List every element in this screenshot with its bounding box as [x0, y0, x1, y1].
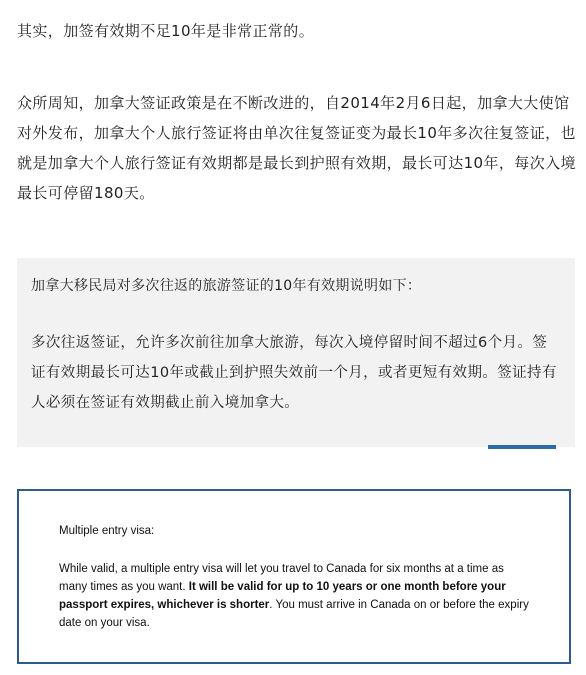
screenshot-title: Multiple entry visa:: [59, 525, 155, 537]
quote-title: 加拿大移民局对多次往返的旅游签证的10年有效期说明如下：: [31, 278, 422, 294]
quote-body: 多次往返签证，允许多次前往加拿大旅游，每次入境停留时间不超过6个月。签证有效期最长可达10年或截止到护照失效前一个月，或者更短有效期。签证持有人必须在签证有效期截止前入境加拿大。: [31, 335, 557, 411]
intro-paragraph: 其实，加签有效期不足10年是非常正常的。: [17, 22, 315, 40]
policy-paragraph: 众所周知，加拿大签证政策是在不断改进的，自2014年2月6日起，加拿大大使馆对外发布，加拿大个人旅行签证将由单次往复签证变为最长10年多次往复签证，也就是加拿大个人旅行签证有效期都是最长到护照有效期，最长可达10年，每次入境最长可停留180天。: [17, 94, 576, 202]
screenshot-body-part2: . You must arrive in Canada on or before the expiry date on your visa.: [59, 599, 529, 629]
embedded-screenshot: [17, 489, 571, 664]
screenshot-body: [59, 560, 529, 632]
quote-box: [17, 258, 575, 447]
screenshot-body-part1: While valid, a multiple entry visa will let you travel to Canada for six months at a time as many times as you want.: [59, 563, 504, 593]
quote-accent-bar: [488, 445, 556, 449]
screenshot-body-bold: It will be valid for up to 10 years or one month before your passport expires, whichever is shorter: [59, 581, 506, 611]
